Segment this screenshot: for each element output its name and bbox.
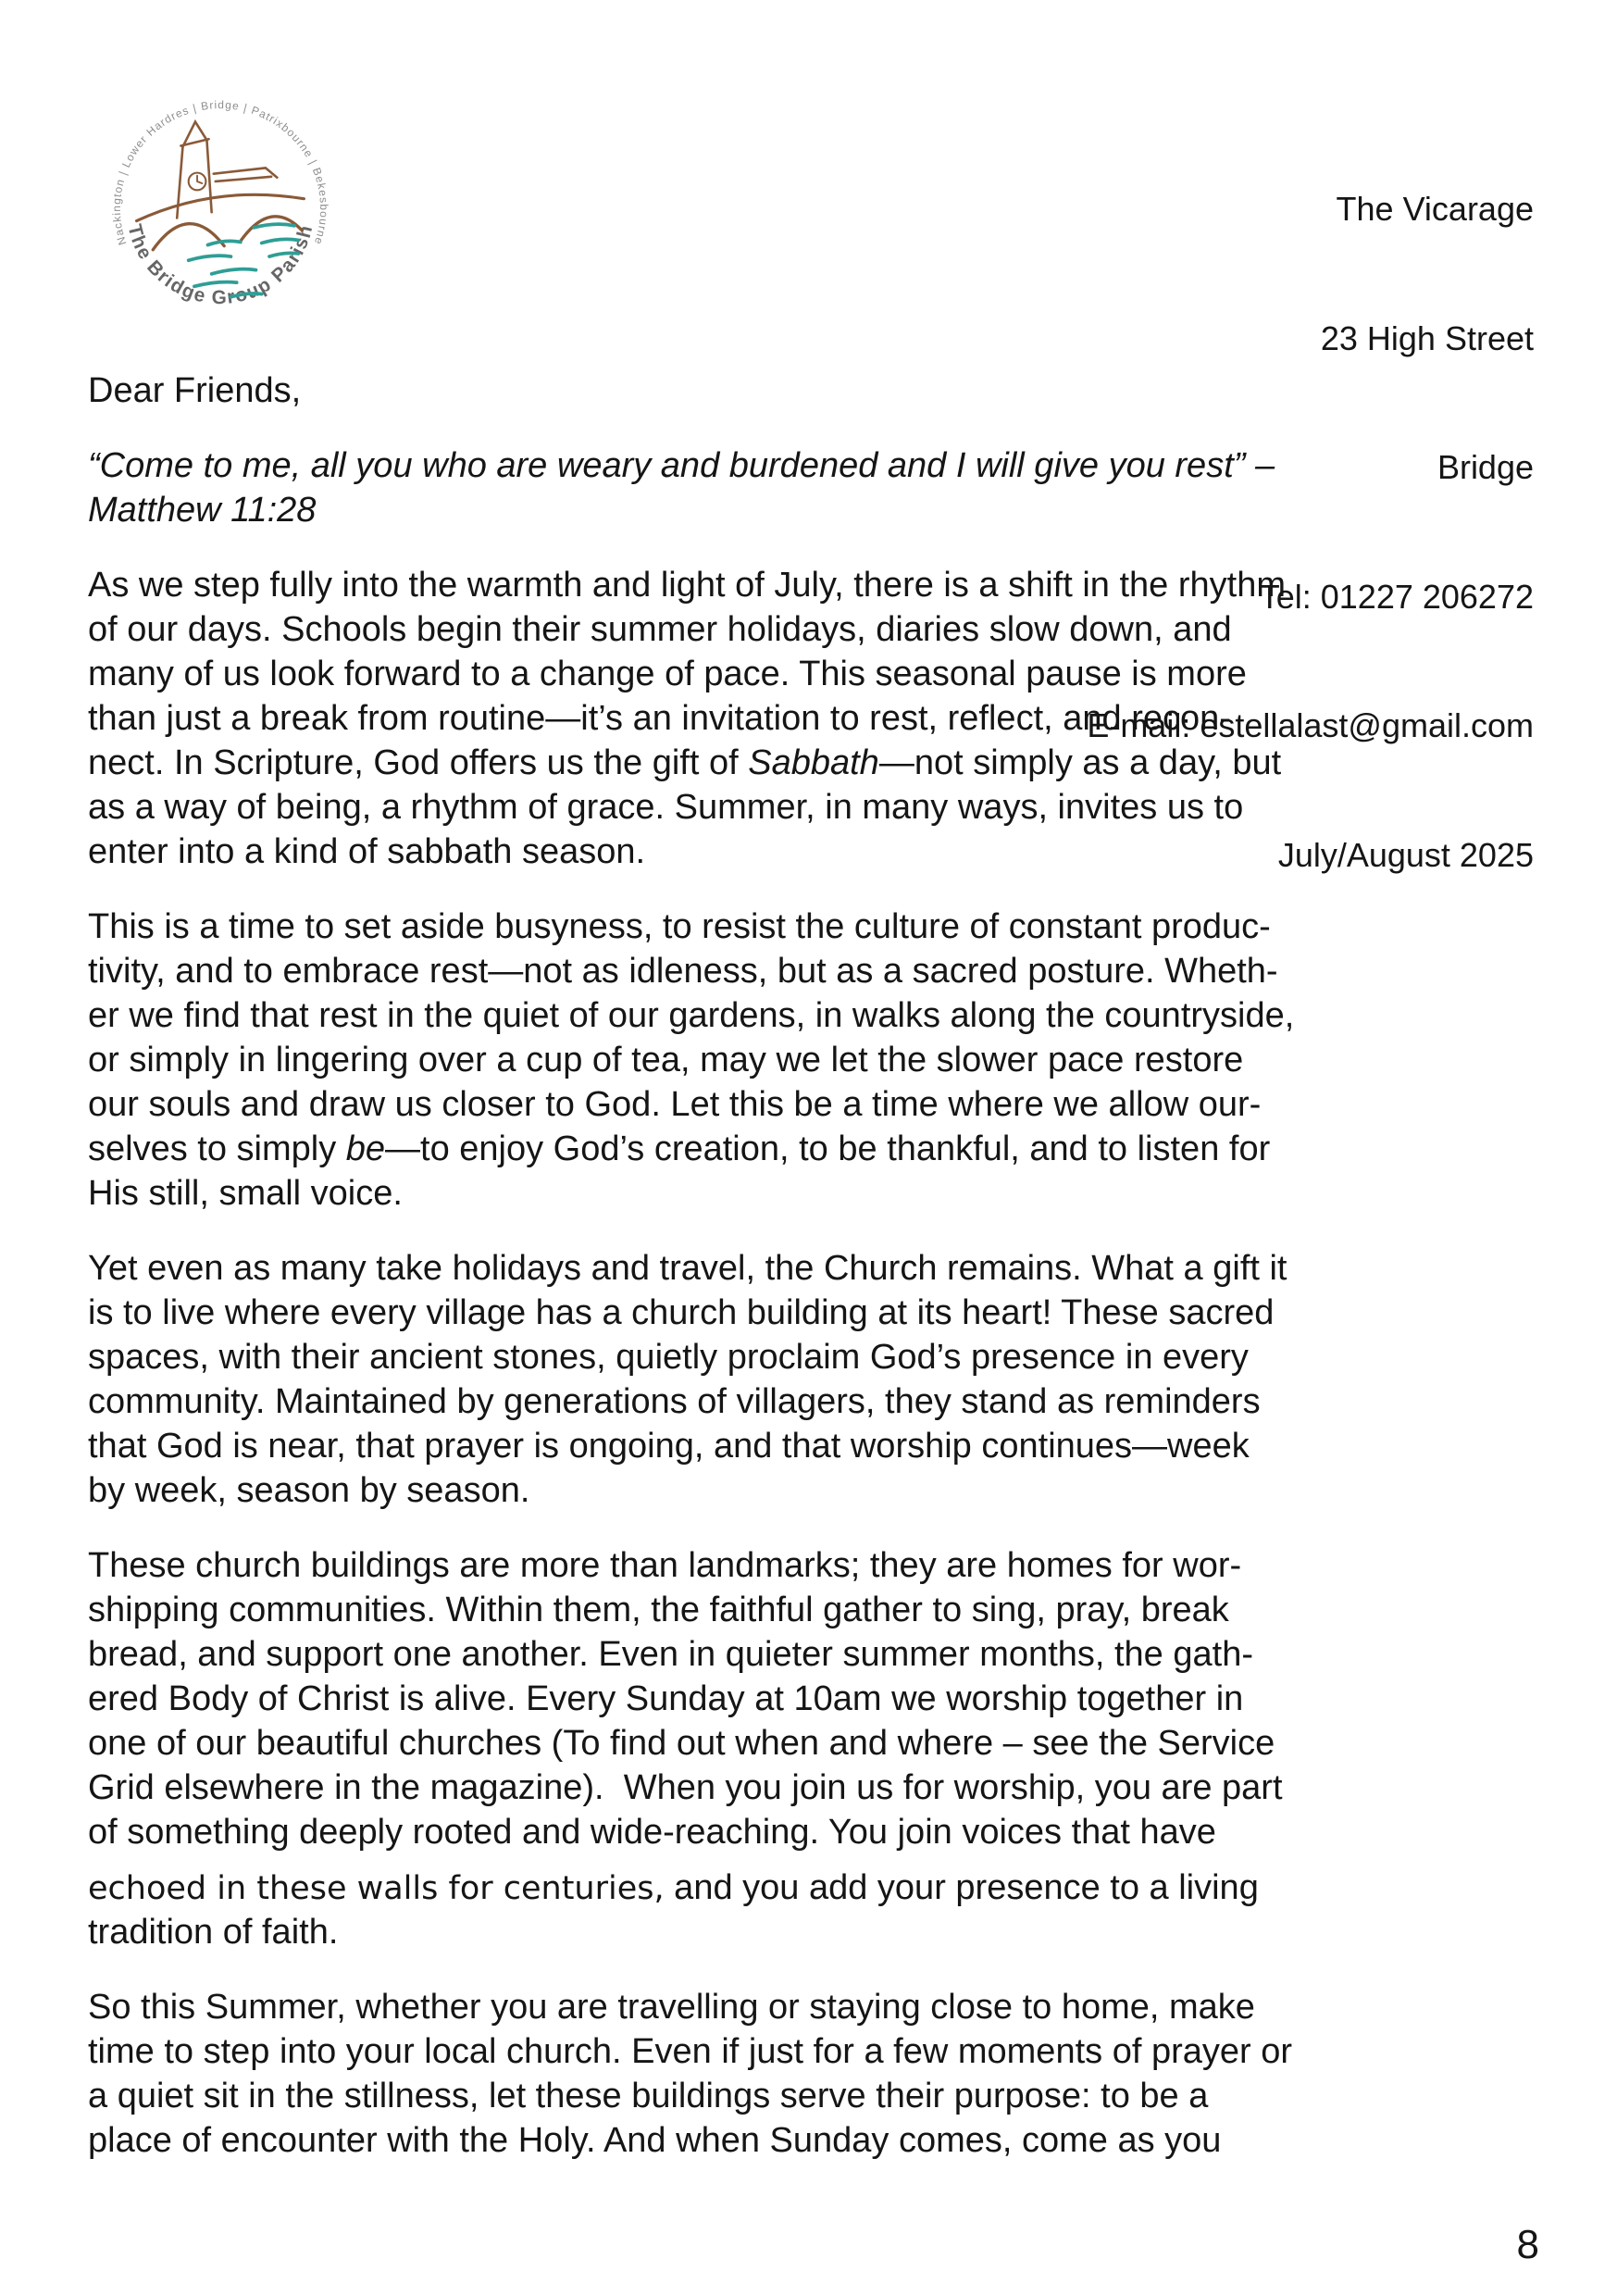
letter-line: His still, small voice. <box>88 1174 403 1213</box>
letter-line: than just a break from routine—it’s an invitation to rest, reflect, and recon- <box>88 699 1231 738</box>
paragraph-5 <box>88 1985 1563 2163</box>
church-bridge-sketch <box>137 122 305 250</box>
letter-line: of something deeply rooted and wide-reaching. You join voices that have <box>88 1813 1216 1852</box>
page-number: 8 <box>1516 2222 1539 2267</box>
letter-line: or simply in lingering over a cup of tea, may we let the slower pace restore <box>88 1041 1244 1079</box>
letter-line: enter into a kind of sabbath season. <box>88 832 646 871</box>
letter-line: by week, season by season. <box>88 1471 530 1510</box>
letter-line: as a way of being, a rhythm of grace. Summer, in many ways, invites us to <box>88 788 1244 827</box>
quote-line: “Come to me, all you who are weary and burdened and I will give you rest” – <box>88 446 1275 485</box>
letter-line: So this Summer, whether you are travelling or staying close to home, make <box>88 1988 1255 2027</box>
letter-line: Yet even as many take holidays and travel, the Church remains. What a gift it <box>88 1249 1287 1288</box>
letter-line: community. Maintained by generations of villagers, they stand as reminders <box>88 1382 1261 1421</box>
emphasized-word: Sabbath <box>748 743 879 782</box>
letter-line: tivity, and to embrace rest—not as idleness, but as a sacred posture. Wheth- <box>88 952 1278 991</box>
letter-line: spaces, with their ancient stones, quietly proclaim God’s presence in every <box>88 1338 1249 1377</box>
letter-line: nect. In Scripture, God offers us the gift of Sabbath—not simply as a day, but <box>88 743 1282 782</box>
paragraph-2 <box>88 905 1563 1216</box>
quote-line: Matthew 11:28 <box>88 491 317 530</box>
salutation: Dear Friends, <box>88 371 302 410</box>
parish-logo <box>100 85 341 328</box>
letter-line: shipping communities. Within them, the faithful gather to sing, pray, break <box>88 1591 1229 1629</box>
address-line: Bridge <box>1437 448 1534 486</box>
letter-line: our souls and draw us closer to God. Let this be a time where we allow our- <box>88 1085 1262 1124</box>
letter-body <box>88 368 1563 2193</box>
letter-line: selves to simply be—to enjoy God’s creation, to be thankful, and to listen for <box>88 1129 1271 1168</box>
letter-line: ered Body of Christ is alive. Every Sunday at 10am we worship together in <box>88 1679 1244 1718</box>
letter-line: of our days. Schools begin their summer holidays, diaries slow down, and <box>88 610 1232 649</box>
email-line: E-mail: estellalast@gmail.com <box>1087 706 1534 744</box>
letter-line: bread, and support one another. Even in quieter summer months, the gath- <box>88 1635 1253 1674</box>
letter-line: a quiet sit in the stillness, let these buildings serve their purpose: to be a <box>88 2077 1209 2115</box>
logo-parish-name-arc-text: The Bridge Group Parish <box>123 221 317 309</box>
address-line: The Vicarage <box>1336 190 1534 228</box>
letter-line: many of us look forward to a change of pace. This seasonal pause is more <box>88 655 1247 693</box>
address-line: 23 High Street <box>1320 318 1534 357</box>
letter-line: er we find that rest in the quiet of our gardens, in walks along the countryside, <box>88 996 1295 1035</box>
phone-line: Tel: 01227 206272 <box>1259 577 1534 616</box>
paragraph-4 <box>88 1543 1563 1954</box>
letter-line: As we step fully into the warmth and light of July, there is a shift in the rhythm <box>88 566 1287 605</box>
letter-line: tradition of faith. <box>88 1913 339 1952</box>
letter-line: This is a time to set aside busyness, to resist the culture of constant produc- <box>88 907 1271 946</box>
letter-line: echoed in these walls for centuries, and you add your presence to a living <box>88 1868 1259 1907</box>
paragraph-1 <box>88 563 1563 874</box>
paragraph-3 <box>88 1246 1563 1513</box>
mixed-font-segment: echoed in these walls for centuries, <box>88 1870 665 1907</box>
issue-date-line: July/August 2025 <box>1277 835 1534 874</box>
letter-line: These church buildings are more than landmarks; they are homes for wor- <box>88 1546 1242 1585</box>
letter-line: Grid elsewhere in the magazine). When you join us for worship, you are part <box>88 1768 1283 1807</box>
letter-line: time to step into your local church. Even if just for a few moments of prayer or <box>88 2032 1292 2071</box>
clock-hands <box>197 176 202 183</box>
letter-line: one of our beautiful churches (To find out when and where – see the Service <box>88 1724 1275 1763</box>
letter-line: place of encounter with the Holy. And when Sunday comes, come as you <box>88 2121 1222 2160</box>
letter-line: is to live where every village has a church building at its heart! These sacred <box>88 1293 1275 1332</box>
emphasized-word: be <box>345 1129 386 1168</box>
letter-line: that God is near, that prayer is ongoing, and that worship continues—week <box>88 1427 1250 1466</box>
logo-villages-arc-text: Nackington | Lower Hardres | Bridge | Patrixbourne | Bekesbourne <box>109 98 331 247</box>
scripture-quote <box>88 443 1563 532</box>
